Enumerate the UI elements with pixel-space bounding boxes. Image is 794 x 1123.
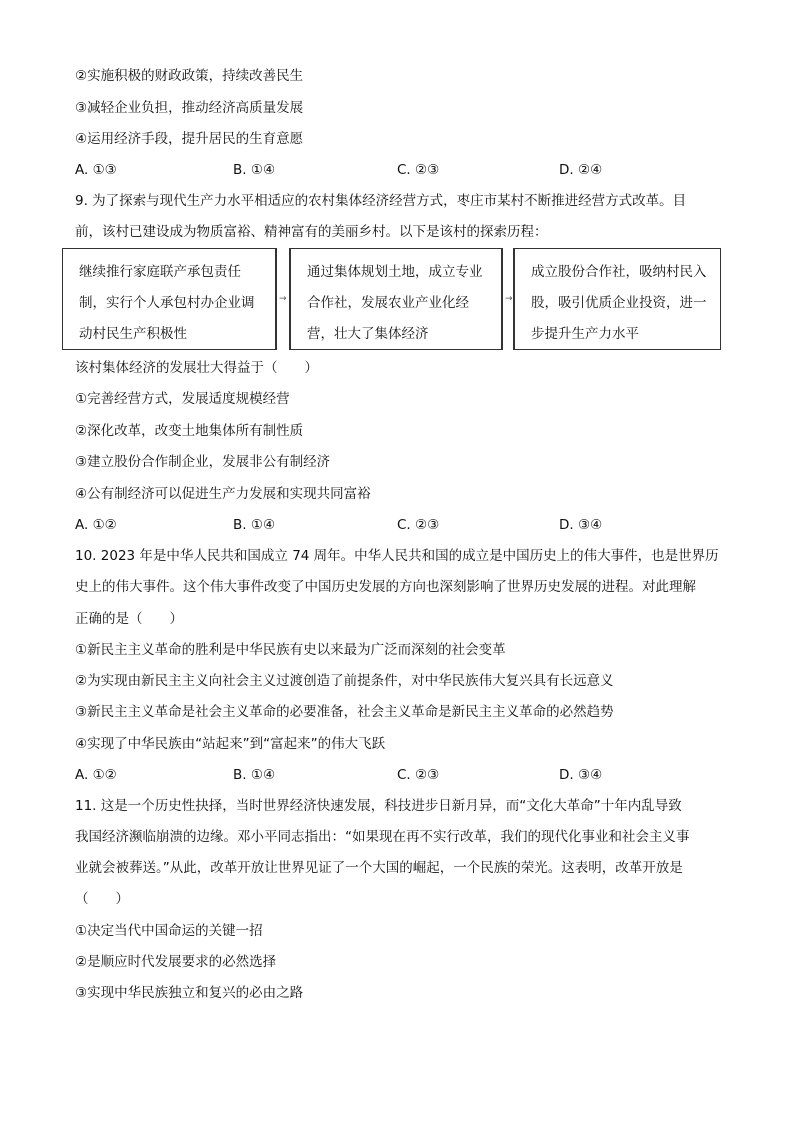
q10-choice-a: A. ①② bbox=[75, 767, 117, 783]
q9-choice-a: A. ①② bbox=[75, 517, 117, 533]
q10-option-3: ③新民主主义革命是社会主义革命的必要准备，社会主义革命是新民主主义革命的必然趋势 bbox=[75, 704, 614, 720]
arrow-right-icon: → bbox=[279, 294, 287, 304]
q11-option-2: ②是顺应时代发展要求的必然选择 bbox=[75, 954, 277, 970]
q10-option-4: ④实现了中华民族由“站起来”到“富起来”的伟大飞跃 bbox=[75, 736, 386, 752]
q11-stem-line-4: （ ） bbox=[75, 891, 129, 907]
q9-answer-choices bbox=[75, 515, 635, 535]
q9-process-flow bbox=[62, 248, 721, 352]
q9-option-1: ①完善经营方式，发展适度规模经营 bbox=[75, 391, 290, 407]
q10-stem-line-2: 史上的伟大事件。这个伟大事件改变了中国历史发展的方向也深刻影响了世界历史发展的进程。对此理解 bbox=[75, 579, 696, 595]
q8-option-3: ③减轻企业负担，推动经济高质量发展 bbox=[75, 100, 304, 116]
q8-choice-b: B. ①④ bbox=[233, 162, 276, 178]
q9-option-3: ③建立股份合作制企业，发展非公有制经济 bbox=[75, 454, 331, 470]
q10-stem-line-3: 正确的是（ ） bbox=[75, 611, 183, 627]
q11-stem-line-1: 11. 这是一个历史性抉择，当时世界经济快速发展，科技进步日新月异，而“文化大革命”十年内乱导致 bbox=[75, 798, 682, 814]
q8-choice-c: C. ②③ bbox=[397, 162, 440, 178]
q10-choice-b: B. ①④ bbox=[233, 767, 276, 783]
q9-stem-line-1: 9. 为了探索与现代生产力水平相适应的农村集体经济经营方式，枣庄市某村不断推进经营方式改革。目 bbox=[75, 193, 687, 209]
q11-option-3: ③实现中华民族独立和复兴的必由之路 bbox=[75, 985, 304, 1001]
q9-choice-c: C. ②③ bbox=[397, 517, 440, 533]
q9-stem-line-2: 前，该村已建设成为物质富裕、精神富有的美丽乡村。以下是该村的探索历程： bbox=[75, 224, 548, 240]
q10-option-1: ①新民主主义革命的胜利是中华民族有史以来最为广泛而深刻的社会变革 bbox=[75, 642, 506, 658]
q9-option-2: ②深化改革，改变土地集体所有制性质 bbox=[75, 423, 304, 439]
q8-answer-choices bbox=[75, 160, 635, 180]
q9-choice-d: D. ③④ bbox=[559, 517, 603, 533]
q10-choice-c: C. ②③ bbox=[397, 767, 440, 783]
q10-choice-d: D. ③④ bbox=[559, 767, 603, 783]
q9-option-4: ④公有制经济可以促进生产力发展和实现共同富裕 bbox=[75, 486, 371, 502]
q11-stem-line-3: 业就会被葬送。”从此，改革开放让世界见证了一个大国的崛起，一个民族的荣光。这表明，改革开放是 bbox=[75, 860, 683, 876]
q11-option-1: ①决定当代中国命运的关键一招 bbox=[75, 923, 263, 939]
q8-choice-a: A. ①③ bbox=[75, 162, 117, 178]
q9-connector-1 bbox=[276, 248, 290, 350]
q9-step-1-box: 继续推行家庭联产承包责任制，实行个人承包村办企业调动村民生产积极性 bbox=[62, 248, 276, 350]
q9-step-3-box: 成立股份合作社，吸纳村民入股，吸引优质企业投资，进一步提升生产力水平 bbox=[514, 248, 721, 350]
q10-stem-line-1: 10. 2023 年是中华人民共和国成立 74 周年。中华人民共和国的成立是中国历史上的伟大事件，也是世界历 bbox=[75, 548, 719, 564]
q9-step-2-box: 通过集体规划土地，成立专业合作社，发展农业产业化经营，壮大了集体经济 bbox=[290, 248, 502, 350]
q11-stem-line-2: 我国经济濒临崩溃的边缘。邓小平同志指出：“如果现在再不实行改革，我们的现代化事业和社会主义事 bbox=[75, 829, 690, 845]
q8-option-2: ②实施积极的财政政策，持续改善民生 bbox=[75, 68, 304, 84]
q10-answer-choices bbox=[75, 765, 635, 785]
q8-choice-d: D. ②④ bbox=[559, 162, 603, 178]
q9-question: 该村集体经济的发展壮大得益于（ ） bbox=[75, 360, 318, 376]
q9-choice-b: B. ①④ bbox=[233, 517, 276, 533]
q9-connector-2 bbox=[502, 248, 514, 350]
q10-option-2: ②为实现由新民主主义向社会主义过渡创造了前提条件，对中华民族伟大复兴具有长远意义 bbox=[75, 673, 614, 689]
q8-option-4: ④运用经济手段，提升居民的生育意愿 bbox=[75, 131, 304, 147]
arrow-right-icon: → bbox=[505, 294, 513, 304]
